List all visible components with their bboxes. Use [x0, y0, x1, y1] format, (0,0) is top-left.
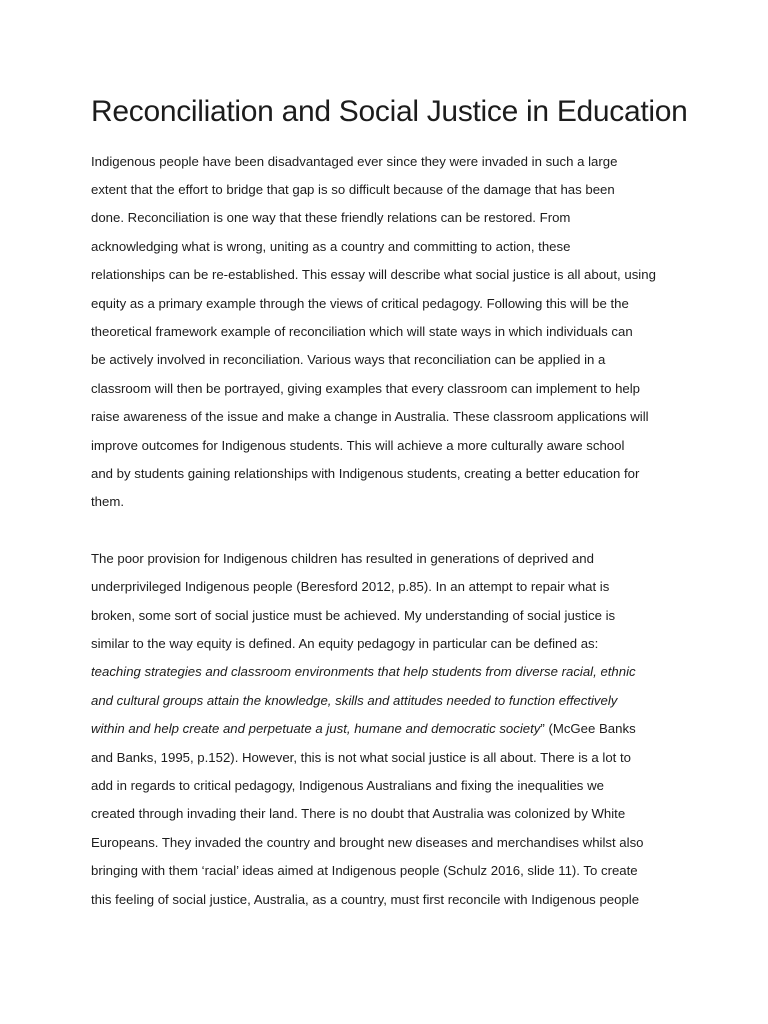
- text-line: add in regards to critical pedagogy, Indigenous Australians and fixing the inequalities we: [91, 778, 604, 793]
- text-line: created through invading their land. There is no doubt that Australia was colonized by White: [91, 806, 626, 821]
- citation-text: ” (McGee Banks: [540, 721, 636, 736]
- quote-line: [91, 662, 636, 682]
- text-line: relationships can be re-established. This essay will describe what social justice is all about, using: [91, 267, 656, 282]
- text-line: underprivileged Indigenous people (Beresford 2012, p.85). In an attempt to repair what is: [91, 579, 610, 594]
- text-line: improve outcomes for Indigenous students. This will achieve a more culturally aware school: [91, 438, 625, 453]
- quote-line: [91, 691, 617, 711]
- text-line: theoretical framework example of reconciliation which will state ways in which individuals can: [91, 324, 633, 339]
- text-line: similar to the way equity is defined. An equity pedagogy in particular can be defined as:: [91, 636, 599, 651]
- text-line: extent that the effort to bridge that gap is so difficult because of the damage that has been: [91, 182, 615, 197]
- text-line: be actively involved in reconciliation. Various ways that reconciliation can be applied in a: [91, 352, 606, 367]
- text-line: done. Reconciliation is one way that these friendly relations can be restored. From: [91, 210, 571, 225]
- text-line: them.: [91, 494, 124, 509]
- text-line: classroom will then be portrayed, giving examples that every classroom can implement to help: [91, 381, 641, 396]
- text-line: acknowledging what is wrong, uniting as a country and committing to action, these: [91, 239, 571, 254]
- text-line: Europeans. They invaded the country and brought new diseases and merchandises whilst also: [91, 835, 644, 850]
- quote-text: and cultural groups attain the knowledge, skills and attitudes needed to function effectively: [91, 693, 618, 708]
- text-line: and Banks, 1995, p.152). However, this is not what social justice is all about. There is a lot to: [91, 750, 632, 765]
- text-line: Indigenous people have been disadvantaged ever since they were invaded in such a large: [91, 154, 618, 169]
- text-line: raise awareness of the issue and make a change in Australia. These classroom applications will: [91, 409, 649, 424]
- text-line: equity as a primary example through the views of critical pedagogy. Following this will be the: [91, 296, 629, 311]
- text-line: and by students gaining relationships with Indigenous students, creating a better education for: [91, 466, 640, 481]
- text-line: The poor provision for Indigenous children has resulted in generations of deprived and: [91, 551, 594, 566]
- text-line: bringing with them ‘racial’ ideas aimed at Indigenous people (Schulz 2016, slide 11). To create: [91, 863, 638, 878]
- quote-text: within and help create and perpetuate a just, humane and democratic society: [91, 721, 541, 736]
- quote-line: [91, 719, 636, 739]
- quote-text: teaching strategies and classroom environments that help students from diverse racial, ethnic: [91, 664, 636, 679]
- text-line: this feeling of social justice, Australia, as a country, must first reconcile with Indigenous people: [91, 892, 640, 907]
- document-title: Reconciliation and Social Justice in Education: [91, 95, 688, 128]
- text-line: broken, some sort of social justice must be achieved. My understanding of social justice is: [91, 608, 616, 623]
